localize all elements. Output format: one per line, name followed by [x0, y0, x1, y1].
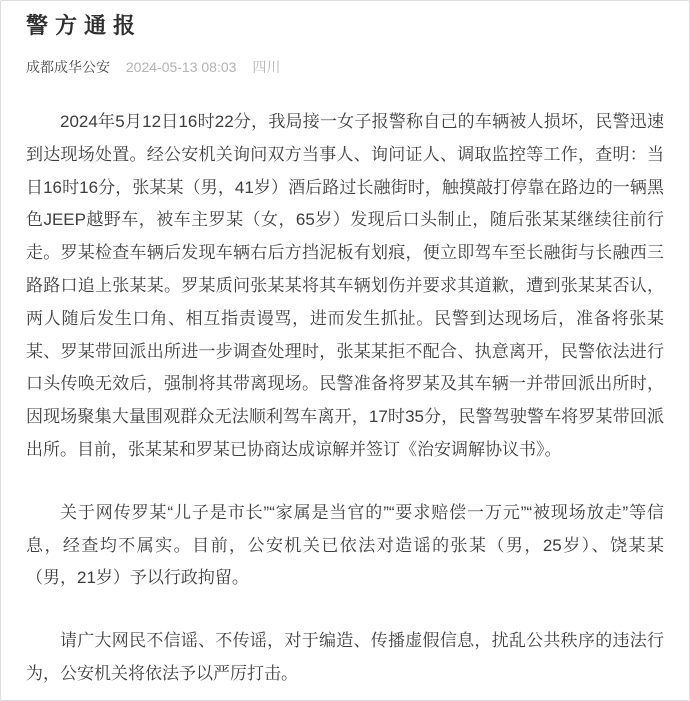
article-body [26, 106, 664, 691]
publish-region: 四川 [252, 59, 281, 75]
paragraph-incident-account: 2024年5月12日16时22分，我局接一女子报警称自己的车辆被人损坏，民警迅速到达现场处置。经公安机关询问双方当事人、询问证人、调取监控等工作，查明：当日16时16分，张某某（男，41岁）酒后路过长融街时，触摸敲打停靠在路边的一辆黑色JEEP越野车，被车主罗某（女，65岁）发现后口头制止，随后张某某继续往前行走。罗某检查车辆后发现车辆右后方挡泥板有划痕，便立即驾车至长融街与长融西三路路口追上张某某。罗某质问张某某将其车辆划伤并要求其道歉，遭到张某某否认，两人随后发生口角、相互指责谩骂，进而发生抓扯。民警到达现场后，准备将张某某、罗某带回派出所进一步调查处理时，张某某拒不配合、执意离开，民警依法进行口头传唤无效后，强制将其带离现场。民警准备将罗某及其车辆一并带回派出所时，因现场聚集大量围观群众无法顺利驾车离开，17时35分，民警驾驶警车将罗某带回派出所。目前，张某某和罗某已协商达成谅解并签订《治安调解协议书》。 [26, 112, 664, 459]
page-title: 警方通报 [26, 13, 143, 38]
paragraph-rumor-clarification: 关于网传罗某“儿子是市长”“家属是当官的”“要求赔偿一万元”“被现场放走”等信息，经查均不属实。目前，公安机关已依法对造谣的张某（男，25岁）、饶某某（男，21岁）予以行政拘留。 [26, 502, 664, 588]
publish-datetime: 2024-05-13 08:03 [125, 59, 237, 75]
publisher-name: 成都成华公安 [26, 59, 110, 75]
article-container [1, 1, 689, 691]
byline [26, 57, 664, 77]
paragraph-public-warning: 请广大网民不信谣、不传谣，对于编造、传播虚假信息，扰乱公共秩序的违法行为，公安机关将依法予以严厉打击。 [26, 631, 664, 683]
